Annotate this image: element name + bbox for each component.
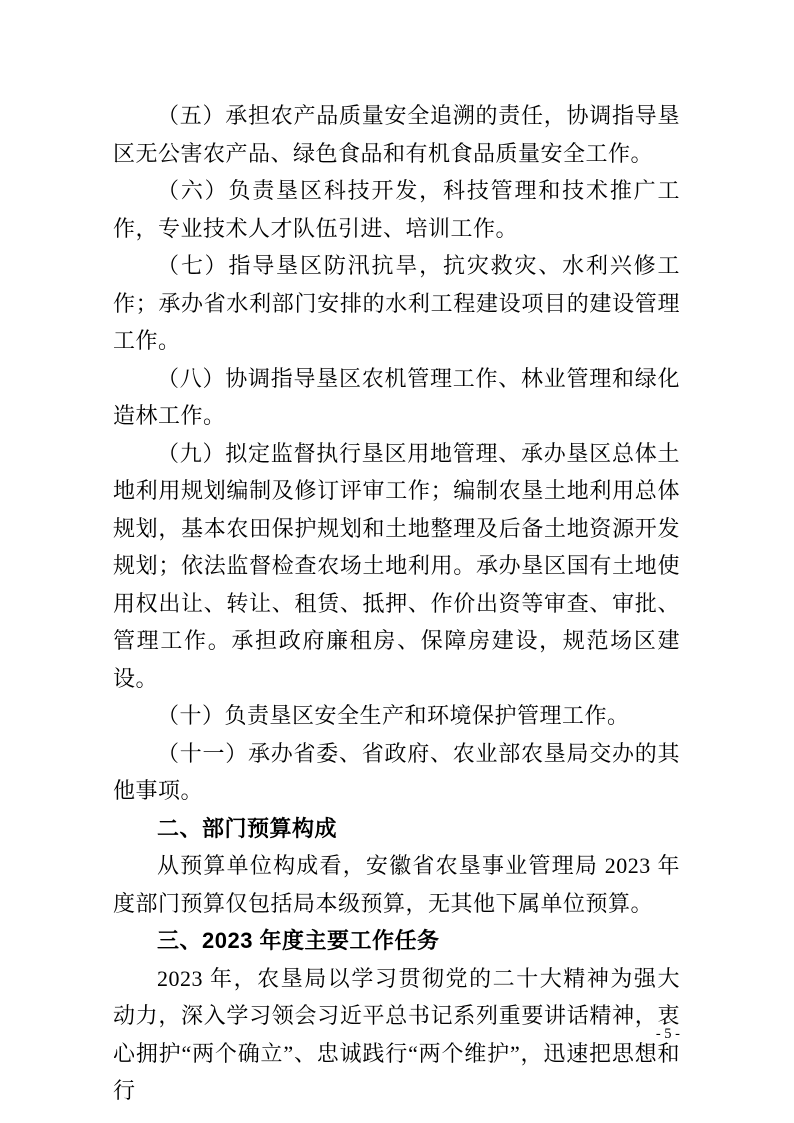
paragraph-duty-8: （八）协调指导垦区农机管理工作、林业管理和绿化造林工作。 [113, 365, 680, 428]
paragraph-2023-tasks: 2023 年，农垦局以学习贯彻党的二十大精神为强大动力，深入学习领会习近平总书记系列重要讲话精神，衷心拥护“两个确立”、忠诚践行“两个维护”，迅速把思想和行 [113, 965, 680, 1103]
paragraph-duty-6: （六）负责垦区科技开发，科技管理和技术推广工作，专业技术人才队伍引进、培训工作。 [113, 178, 680, 241]
paragraph-duty-11: （十一）承办省委、省政府、农业部农垦局交办的其他事项。 [113, 740, 680, 803]
paragraph-duty-5: （五）承担农产品质量安全追溯的责任，协调指导垦区无公害农产品、绿色食品和有机食品质量安全工作。 [113, 103, 680, 166]
document-body [113, 97, 680, 1110]
paragraph-duty-9: （九）拟定监督执行垦区用地管理、承办垦区总体土地利用规划编制及修订评审工作；编制农垦土地利用总体规划，基本农田保护规划和土地整理及后备土地资源开发规划；依法监督检查农场土地利用。承办垦区国有土地使用权出让、转让、租赁、抵押、作价出资等审查、审批、管理工作。承担政府廉租房、保障房建设，规范场区建设。 [113, 440, 680, 691]
paragraph-budget-composition: 从预算单位构成看，安徽省农垦事业管理局 2023 年度部门预算仅包括局本级预算，无其他下属单位预算。 [113, 853, 680, 916]
paragraph-duty-10: （十）负责垦区安全生产和环境保护管理工作。 [157, 703, 630, 728]
section-heading-budget-composition: 二、部门预算构成 [157, 815, 338, 841]
section-heading-2023-tasks: 三、2023 年度主要工作任务 [157, 928, 440, 953]
paragraph-duty-7: （七）指导垦区防汛抗旱，抗灾救灾、水利兴修工作；承办省水利部门安排的水利工程建设项目的建设管理工作。 [113, 253, 680, 353]
page-number: - 5 - [655, 1026, 680, 1042]
